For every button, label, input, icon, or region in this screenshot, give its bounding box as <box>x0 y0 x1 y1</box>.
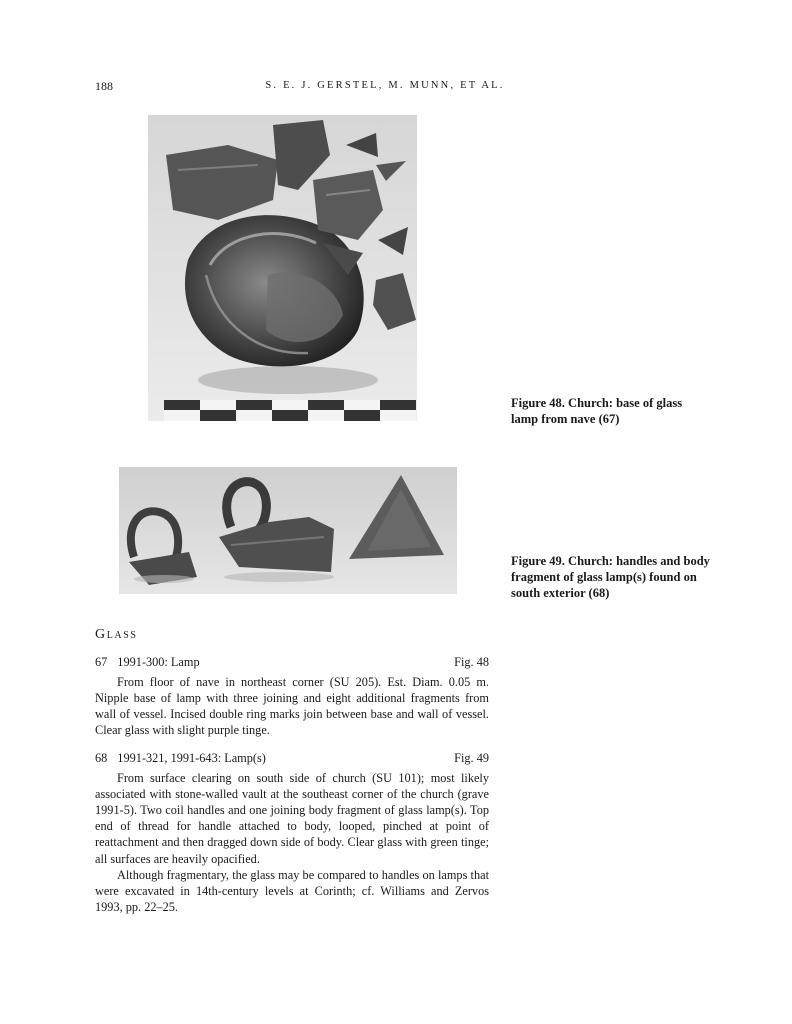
entry-number: 68 <box>95 751 108 765</box>
figure-reference: Fig. 48 <box>454 655 489 669</box>
entry-paragraph: From surface clearing on south side of church (SU 101); most likely associated with stone-walled vault at the southeast corner of the church (grave 1991-5). Two coil handles and one joining body fragment of glass lamp(s). Top end of thread for handle attached to body, looped, pinched at point of reattachment and then dragged down side of body. Clear glass with green tinge; all surfaces are heavily opacified. <box>95 771 489 866</box>
entry-paragraph: From floor of nave in northeast corner (SU 205). Est. Diam. 0.05 m. Nipple base of lamp with three joining and eight additional fragments from wall of vessel. Incised double ring marks join between base and wall of vessel. Clear glass with slight purple tinge. <box>95 675 489 738</box>
entry-title: 1991-321, 1991-643: Lamp(s) <box>117 751 266 765</box>
entry-title-line <box>95 654 200 670</box>
figure-48-photo <box>148 115 417 421</box>
figure-48-caption: Figure 48. Church: base of glass lamp from nave (67) <box>511 396 683 426</box>
running-head: S. E. J. GERSTEL, M. MUNN, ET AL. <box>265 80 505 91</box>
figure-49-caption: Figure 49. Church: handles and body fragment of glass lamp(s) found on south exterior (68) <box>511 554 710 600</box>
entry-heading <box>95 750 489 766</box>
catalogue-entry-68 <box>95 750 489 915</box>
catalogue-entry-67 <box>95 654 489 738</box>
entry-heading <box>95 654 489 670</box>
entry-paragraph: Although fragmentary, the glass may be compared to handles on lamps that were excavated in 14th-century levels at Corinth; cf. Williams and Zervos 1993, pp. 22–25. <box>95 867 489 914</box>
section-heading: Glass <box>95 627 138 642</box>
entry-number: 67 <box>95 655 108 669</box>
entry-title-line <box>95 750 266 766</box>
figure-reference: Fig. 49 <box>454 751 489 765</box>
page-number: 188 <box>95 79 113 93</box>
figure-49-photo <box>119 467 457 594</box>
entry-title: 1991-300: Lamp <box>117 655 200 669</box>
